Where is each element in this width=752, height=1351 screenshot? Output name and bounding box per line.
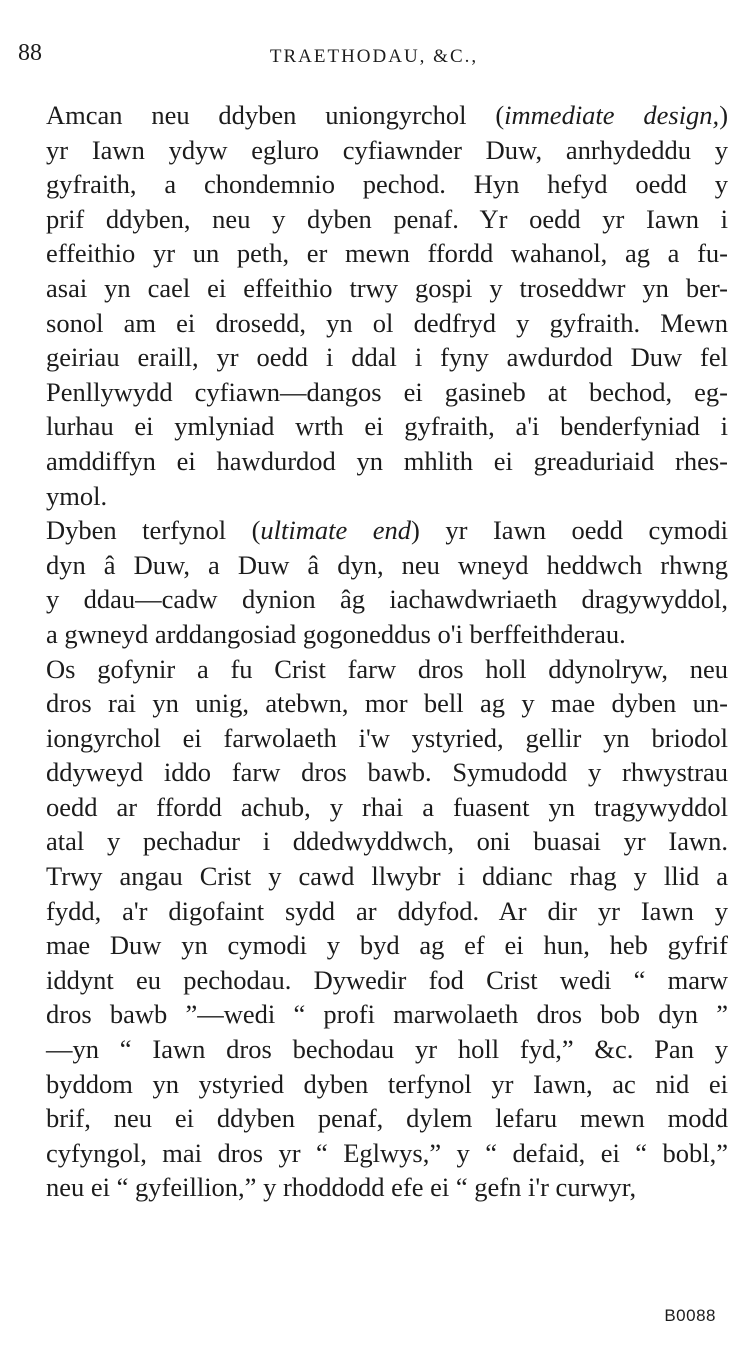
text-line: mae Duw yn cymodi y byd ag ef ei hun, heb gyfrif [46, 930, 728, 961]
text-line: iongyrchol ei farwolaeth i'w ystyried, gellir yn briodol [46, 722, 728, 753]
text-line: amddiffyn ei hawdurdod yn mhlith ei greaduriaid rhes- [46, 445, 728, 476]
text-line: brif, neu ei ddyben penaf, dylem lefaru mewn modd [46, 1103, 728, 1134]
text-line: Trwy angau Crist y cawd llwybr i ddianc rhag y llid a [46, 861, 728, 892]
text-line: effeithio yr un peth, er mewn ffordd wahanol, ag a fu- [46, 238, 728, 269]
text-line: ymol. [46, 480, 108, 511]
text-line: y ddau—cadw dynion âg iachawdwriaeth dragywyddol, [46, 584, 728, 615]
running-title: TRAETHODAU, &C., [269, 46, 479, 67]
text-line: geiriau eraill, yr oedd i ddal i fyny awdurdod Duw fel [46, 342, 728, 373]
text-line: fydd, a'r digofaint sydd ar ddyfod. Ar dir yr Iawn y [46, 895, 728, 926]
text-line: Dyben terfynol (ultimate end) yr Iawn oedd cymodi [46, 515, 728, 546]
text-line: byddom yn ystyried dyben terfynol yr Iawn, ac nid ei [46, 1068, 728, 1099]
text-line: a gwneyd arddangosiad gogoneddus o'i berffeithderau. [46, 618, 626, 649]
text-line: dyn â Duw, a Duw â dyn, neu wneyd heddwch rhwng [46, 549, 728, 580]
text-line: prif ddyben, neu y dyben penaf. Yr oedd yr Iawn i [46, 203, 728, 234]
text-line: Os gofynir a fu Crist farw dros holl ddynolryw, neu [46, 653, 728, 684]
text-line: dros rai yn unig, atebwn, mor bell ag y mae dyben un- [46, 688, 728, 719]
page-number: 88 [18, 40, 42, 66]
text-line: sonol am ei drosedd, yn ol dedfryd y gyfraith. Mewn [46, 307, 728, 338]
paragraph [16, 513, 728, 651]
page-header [18, 40, 730, 74]
text-line: iddynt eu pechodau. Dywedir fod Crist wedi “ marw [46, 964, 728, 995]
paragraph [16, 98, 728, 513]
text-line: oedd ar ffordd achub, y rhai a fuasent yn tragywyddol [46, 791, 728, 822]
text-line: lurhau ei ymlyniad wrth ei gyfraith, a'i benderfyniad i [46, 411, 728, 442]
text-line: atal y pechadur i ddedwyddwch, oni buasai yr Iawn. [46, 826, 728, 857]
text-line: neu ei “ gyfeillion,” y rhoddodd efe ei “ gefn i'r curwyr, [46, 1172, 637, 1203]
paragraph [16, 652, 728, 1206]
body-text [16, 98, 728, 1205]
text-line: asai yn cael ei effeithio trwy gospi y troseddwr yn ber- [46, 272, 728, 303]
text-line: —yn “ Iawn dros bechodau yr holl fyd,” &c. Pan y [46, 1034, 728, 1065]
text-line: gyfraith, a chondemnio pechod. Hyn hefyd oedd y [46, 169, 728, 200]
text-line: ddyweyd iddo farw dros bawb. Symudodd y rhwystrau [46, 757, 728, 788]
page-identifier: B0088 [664, 1306, 716, 1325]
text-line: Penllywydd cyfiawn—dangos ei gasineb at bechod, eg- [46, 376, 728, 407]
text-line: cyfyngol, mai dros yr “ Eglwys,” y “ defaid, ei “ bobl,” [46, 1137, 728, 1168]
text-line: yr Iawn ydyw egluro cyfiawnder Duw, anrhydeddu y [46, 134, 728, 165]
text-line: dros bawb ”—wedi “ profi marwolaeth dros bob dyn ” [46, 999, 728, 1030]
text-line: Amcan neu ddyben uniongyrchol (immediate design,) [46, 100, 729, 130]
